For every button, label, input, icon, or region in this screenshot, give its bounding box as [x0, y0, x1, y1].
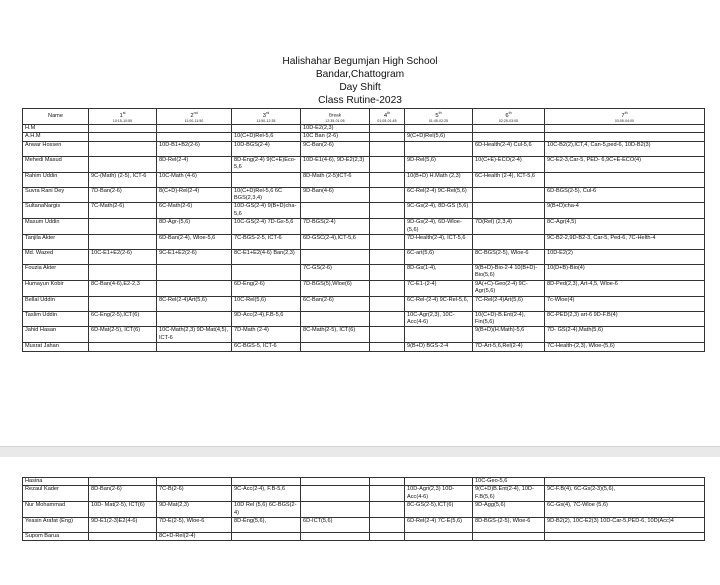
schedule-cell: 6D-ICT(5,6) [301, 518, 370, 533]
schedule-cell: 8D-Rel(2-4) [157, 156, 232, 172]
schedule-cell [157, 311, 232, 327]
schedule-cell: 10(D+B)-Bio(4) [545, 264, 705, 280]
schedule-cell [370, 249, 405, 264]
teacher-name-cell: Humayun Kobir [23, 280, 89, 296]
schedule-cell: 9C-F.B(4), 6C-Gs(2-3)(5,6), [545, 486, 705, 502]
schedule-cell: 9C-(Math) (2-5), ICT-6 [89, 172, 157, 187]
schedule-cell [370, 203, 405, 219]
schedule-cell: 6C-Gs(4), 7C-Wloe (5,6) [545, 502, 705, 518]
table-row [23, 327, 705, 343]
schedule-cell: 9(C+D)Rel(5,6) [405, 133, 473, 141]
schedule-cell [370, 133, 405, 141]
schedule-cell [157, 124, 232, 132]
table-header-row [23, 109, 705, 125]
column-header-period: 6th 02:25-03:05 [473, 109, 545, 125]
schedule-cell: 8D-Agr-(5,6) [157, 219, 232, 235]
schedule-cell: 8C-PED(2,3) art-6 9D-F.B(4) [545, 311, 705, 327]
schedule-cell: 10D-E2(2,3) [301, 124, 370, 132]
schedule-cell [232, 124, 301, 132]
table-row [23, 264, 705, 280]
schedule-cell: 8C-Agr(4,5) [545, 219, 705, 235]
teacher-name-cell: Musrat Jahan [23, 343, 89, 351]
schedule-cell [545, 533, 705, 541]
schedule-cell: 8D-Eng(5,6), [232, 518, 301, 533]
schedule-cell: 10C-E1+E2(2-6) [89, 249, 157, 264]
schedule-cell: 9D-Gs(2-4), 6D-Wloe-(5,6) [405, 219, 473, 235]
schedule-cell: 7D-Health(2-4), ICT-5,6 [405, 234, 473, 249]
schedule-cell: 7C-Health-(2,3), Wloe-(5,6) [545, 343, 705, 351]
schedule-cell: 7C-Rel(2-4)Art(5,6) [473, 296, 545, 311]
table-row [23, 518, 705, 533]
schedule-cell: 6D-BGS(2-5), Cul-6 [545, 187, 705, 203]
schedule-cell: 9C-Ban(2-6) [301, 141, 370, 156]
schedule-cell: 10D-Agri(2,3) 10D-Acc(4-6) [405, 486, 473, 502]
schedule-cell: 7C-Math(2-6) [89, 203, 157, 219]
schedule-cell [370, 234, 405, 249]
schedule-cell: 9(B+D) BGS-2-4 [405, 343, 473, 351]
schedule-cell [301, 311, 370, 327]
schedule-cell [473, 234, 545, 249]
teacher-name-cell: Taslim Uddin [23, 311, 89, 327]
column-header-break: Break 12:35-01:05 [301, 109, 370, 125]
schedule-cell: 7c-Wloe(4) [545, 296, 705, 311]
table-row [23, 172, 705, 187]
teacher-name-cell: Masum Uddin [23, 219, 89, 235]
column-header-period: 5th 01:45-02:25 [405, 109, 473, 125]
schedule-cell: 8C+D-Rel(2-4) [157, 533, 232, 541]
table-row [23, 296, 705, 311]
schedule-cell: 10D- Mat(2-5), ICT(6) [89, 502, 157, 518]
schedule-cell: 9D-Acc(2-4),F.B-5,6 [232, 311, 301, 327]
school-location: Bandar,Chattogram [315, 69, 405, 80]
document-heading [0, 55, 720, 107]
schedule-cell [89, 234, 157, 249]
schedule-cell [405, 478, 473, 486]
schedule-cell: 8C-E1+E2(4-6) Ban(2,3) [232, 249, 301, 264]
teacher-name-cell: Hasina [23, 478, 89, 486]
schedule-cell [370, 219, 405, 235]
schedule-cell: 7C-B(2-6) [157, 486, 232, 502]
schedule-cell: 8D-Gs(1-4), [405, 264, 473, 280]
routine-title: Class Rutine-2023 [318, 95, 402, 106]
schedule-cell [89, 124, 157, 132]
schedule-cell [473, 203, 545, 219]
teacher-name-cell: Rezaul Kader [23, 486, 89, 502]
schedule-cell: 6C-Ban(2-6) [301, 296, 370, 311]
schedule-cell: 10C-Agr(2,3), 10C-Acc(4-6) [405, 311, 473, 327]
schedule-cell: 9D-B2(2), 10C-E2(3) 10D-Car-5,PED-6, 10D(Acc)4 [545, 518, 705, 533]
schedule-cell [370, 327, 405, 343]
schedule-cell: 10(C+D)Rel-5,6 6C BGS(2,3,4) [232, 187, 301, 203]
teacher-name-cell: Yeasin Arafat (Eng) [23, 518, 89, 533]
schedule-cell [232, 172, 301, 187]
teacher-name-cell: Rahim Uddin [23, 172, 89, 187]
schedule-cell [473, 124, 545, 132]
teacher-name-cell: SultanaNargis [23, 203, 89, 219]
schedule-cell: 9D-E1(2-3)E2(4-6) [89, 518, 157, 533]
table-row [23, 280, 705, 296]
schedule-cell [405, 124, 473, 132]
schedule-cell [370, 124, 405, 132]
schedule-cell: 9D-Ban(4-6) [301, 187, 370, 203]
routine-table-continued [22, 477, 705, 541]
schedule-cell: 7D-E(2-5), Wloe-6 [157, 518, 232, 533]
schedule-cell: 10C-GS(2-4) 7D-Gs-5,6 [232, 219, 301, 235]
schedule-cell [405, 141, 473, 156]
schedule-cell [370, 264, 405, 280]
schedule-cell: 7C-BGS-2-5, ICT-6 [232, 234, 301, 249]
schedule-cell: 7D-Art-5,6,Rel(2-4) [473, 343, 545, 351]
schedule-cell [370, 296, 405, 311]
column-header-period: 3rd 11:50-12:35 [232, 109, 301, 125]
schedule-cell [473, 133, 545, 141]
schedule-cell [89, 141, 157, 156]
schedule-cell: 10C Ban (2-6) [301, 133, 370, 141]
schedule-cell: 9A(+C)-Geo(2-4) 9C-Agr(5,6) [473, 280, 545, 296]
schedule-cell: 6C-Rel(2-4) 9C-Rel(5,6) [405, 187, 473, 203]
schedule-cell: 9(B+D)(H.Math)-5,6 [473, 327, 545, 343]
shift-label: Day Shift [339, 82, 381, 93]
schedule-cell [157, 343, 232, 351]
schedule-cell: 10(C+E)-ECO(2-4) [473, 156, 545, 172]
column-header-period: 4th 01:05-01:45 [370, 109, 405, 125]
teacher-name-cell: Md. Wazed [23, 249, 89, 264]
teacher-name-cell: Tanjila Akter [23, 234, 89, 249]
schedule-cell: 9C-Gs(2-4), 8D-GS (5,6) [405, 203, 473, 219]
schedule-cell [370, 343, 405, 351]
schedule-cell: 6D-GSC(2-4),ICT-5,6 [301, 234, 370, 249]
teacher-name-cell: Suvra Rani Dey [23, 187, 89, 203]
schedule-cell [232, 478, 301, 486]
table-row [23, 187, 705, 203]
schedule-cell: 6D-Eng(2-6) [232, 280, 301, 296]
schedule-cell: 9D-Agg(5,6) [473, 502, 545, 518]
schedule-cell [370, 172, 405, 187]
schedule-cell: 10D-E1(4-6), 9D-E2(2,3) [301, 156, 370, 172]
schedule-cell: 7D(Rel) (2,3,4) [473, 219, 545, 235]
table-row [23, 502, 705, 518]
column-header-period: 7th 03:05-04:00 [545, 109, 705, 125]
table-row [23, 478, 705, 486]
schedule-cell: 8D-Eng(2-4) 9(C+E)Eco-5,6 [232, 156, 301, 172]
schedule-cell [89, 296, 157, 311]
schedule-cell [301, 502, 370, 518]
schedule-cell: 6D-Rel(2-4) 7C-E(5,6) [405, 518, 473, 533]
schedule-cell: 8C-Math(2-5), ICT(6) [301, 327, 370, 343]
schedule-cell: 8D-Math (2-5)ICT-6 [301, 172, 370, 187]
schedule-cell: 10C-B2(2),ICT,4, Can-5,ped-6, 10D-B2(3) [545, 141, 705, 156]
schedule-cell: 8D-Ban(2-6) [89, 486, 157, 502]
teacher-name-cell: Supom Barua [23, 533, 89, 541]
schedule-cell [473, 533, 545, 541]
table-row [23, 234, 705, 249]
schedule-cell [301, 343, 370, 351]
schedule-cell: 6D-Health(2-4) Cul-5,6 [473, 141, 545, 156]
schedule-cell: 8C-BGS(2-5), Wloe-6 [473, 249, 545, 264]
schedule-cell: 6C-BGS-5, ICT-6 [232, 343, 301, 351]
schedule-cell [89, 156, 157, 172]
schedule-cell: 6C-Health (2-4), ICT-5,6 [473, 172, 545, 187]
document-page-2 [0, 457, 720, 585]
table-row [23, 124, 705, 132]
teacher-name-cell: Jahid Hasan [23, 327, 89, 343]
routine-table [22, 108, 705, 352]
teacher-name-cell: H.M [23, 124, 89, 132]
schedule-cell: 9C-E1+E2(2-6) [157, 249, 232, 264]
table-row [23, 343, 705, 351]
schedule-cell: 10(C+D)Rel-5,6 [232, 133, 301, 141]
schedule-cell [157, 478, 232, 486]
schedule-cell [545, 478, 705, 486]
schedule-cell [301, 249, 370, 264]
schedule-cell: 6C-Math(2-6) [157, 203, 232, 219]
schedule-cell [545, 124, 705, 132]
schedule-cell: 10C-Geo-5,6 [473, 478, 545, 486]
schedule-cell [545, 172, 705, 187]
schedule-cell [89, 219, 157, 235]
schedule-cell: 8(C+D)-Rel(2-4) [157, 187, 232, 203]
schedule-cell: 7D-BGS(5),Wloe(6) [301, 280, 370, 296]
schedule-cell: 8C-Rel(2-4)Art(5,6) [157, 296, 232, 311]
schedule-cell [89, 133, 157, 141]
teacher-name-cell: Nur Mohammad [23, 502, 89, 518]
schedule-cell [370, 156, 405, 172]
table-row [23, 486, 705, 502]
schedule-cell [370, 478, 405, 486]
schedule-cell: 9C-B2-2,9D-B2-3, Car-5, Ped-6, 7C-Helth-4 [545, 234, 705, 249]
schedule-cell: 8C-Ban(4-6),E2-2,3 [89, 280, 157, 296]
schedule-cell: 9(B+D)cha-4 [545, 203, 705, 219]
teacher-name-cell: A.H.M [23, 133, 89, 141]
schedule-cell: 10D-GS(2-4) 9(B+D)cha-5,6 [232, 203, 301, 219]
teacher-name-cell: Mehedi Masud [23, 156, 89, 172]
schedule-cell [157, 264, 232, 280]
schedule-cell: 7D-Math (2-4) [232, 327, 301, 343]
teacher-name-cell: Fouzia Akter [23, 264, 89, 280]
schedule-cell: 7C-E1-(2-4) [405, 280, 473, 296]
schedule-cell: 7C-GS(2-6) [301, 264, 370, 280]
schedule-cell: 9C-Acc(2-4), F.B-5,6 [232, 486, 301, 502]
schedule-cell [301, 533, 370, 541]
schedule-cell [232, 264, 301, 280]
schedule-cell: 10D-E2(2) [545, 249, 705, 264]
schedule-cell: 10C-Rel(5,6) [232, 296, 301, 311]
table-row [23, 533, 705, 541]
schedule-cell: 9C-E2-3,Car-5, PED- 6,9C+E-ECO(4) [545, 156, 705, 172]
table-row [23, 249, 705, 264]
schedule-cell: 9(B+D)-Bio-2-4 10(B+D)-Bio(5,6) [473, 264, 545, 280]
schedule-cell: 6C-art(5,6) [405, 249, 473, 264]
teacher-name-cell: Bellal Uddin [23, 296, 89, 311]
schedule-cell [370, 280, 405, 296]
schedule-cell: 6C-Eng(2-5),ICT(6) [89, 311, 157, 327]
column-header-period: 2nd 11:00-11:50 [157, 109, 232, 125]
schedule-cell [370, 486, 405, 502]
schedule-cell: 6D-Ban(2-4), Wloe-5,6 [157, 234, 232, 249]
schedule-cell [89, 264, 157, 280]
schedule-cell: 6D-Mat(2-5), ICT(6) [89, 327, 157, 343]
schedule-cell [405, 533, 473, 541]
schedule-cell [370, 141, 405, 156]
table-row [23, 219, 705, 235]
schedule-cell: 10(B+D) H.Math (2,3) [405, 172, 473, 187]
schedule-cell: 7D-Ban(2-6) [89, 187, 157, 203]
schedule-cell [370, 187, 405, 203]
schedule-cell [405, 327, 473, 343]
schedule-cell [473, 187, 545, 203]
schedule-cell [370, 311, 405, 327]
schedule-cell [301, 203, 370, 219]
schedule-cell: 7D-BGS(2-4) [301, 219, 370, 235]
schedule-cell: 10(C+D)-B.Ent(2-4), Fin(5,6) [473, 311, 545, 327]
table-row [23, 311, 705, 327]
schedule-cell [301, 478, 370, 486]
schedule-cell [232, 533, 301, 541]
schedule-cell [89, 343, 157, 351]
schedule-cell: 10D-BGS(2-4) [232, 141, 301, 156]
table-row [23, 141, 705, 156]
schedule-cell: 10C-Math (4-6) [157, 172, 232, 187]
schedule-cell [89, 533, 157, 541]
schedule-cell: 8D-BGS-(2-5), Wloe-6 [473, 518, 545, 533]
column-header-name: Name [23, 109, 89, 125]
schedule-cell: 8C-GS(2-5),ICT(6) [405, 502, 473, 518]
schedule-cell [157, 133, 232, 141]
schedule-cell: 6C-Rel-(2-4) 9C-Rel-5,6, [405, 296, 473, 311]
schedule-cell: 8D-Ped(2,3), Art-4,5, Wloe-6 [545, 280, 705, 296]
schedule-cell: 10C-Math(2,3) 9D-Mat(4,5), ICT-6 [157, 327, 232, 343]
schedule-cell: 10D Rel (5,6) 6C-BGS(2-4) [232, 502, 301, 518]
teacher-name-cell: Anwar Hossen [23, 141, 89, 156]
table-row [23, 203, 705, 219]
schedule-cell: 7D- GS(2-4),Math(5,6) [545, 327, 705, 343]
schedule-cell [370, 518, 405, 533]
table-row [23, 156, 705, 172]
schedule-cell [545, 133, 705, 141]
schedule-cell [301, 486, 370, 502]
schedule-cell: 9D-Mat(2,3) [157, 502, 232, 518]
schedule-cell: 9D-Rel(5,6) [405, 156, 473, 172]
schedule-cell: 9(C+D)B.Ent(2-4), 10D-F.B(5,6) [473, 486, 545, 502]
table-row [23, 133, 705, 141]
schedule-cell [157, 280, 232, 296]
schedule-cell [370, 502, 405, 518]
schedule-cell [370, 533, 405, 541]
column-header-period: 1st 10:15-10:55 [89, 109, 157, 125]
schedule-cell: 10D-B1+B2(2-6) [157, 141, 232, 156]
school-name: Halishahar Begumjan High School [282, 56, 438, 67]
schedule-cell [89, 478, 157, 486]
